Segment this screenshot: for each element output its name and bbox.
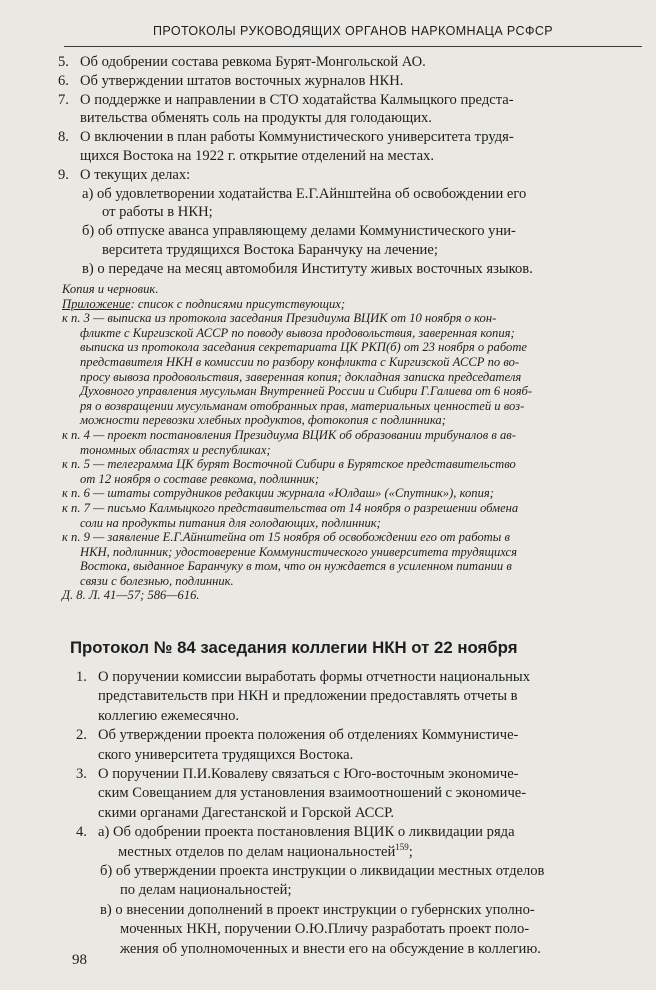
list-item — [76, 823, 624, 959]
note-line: от 12 ноября о составе ревкома, подлинник; — [80, 471, 320, 486]
item-text: О текущих делах: — [80, 166, 191, 183]
note-line: ря о возвращении мусульманам отобранных прав, материальных ценностей и воз- — [80, 398, 525, 413]
subitem-c — [76, 901, 624, 959]
list-item — [58, 72, 626, 91]
item-number: 2. — [76, 727, 87, 744]
item-text: О поручении П.И.Ковалеву связаться с Юго-восточным экономиче- — [98, 766, 519, 783]
item-text: в) о внесении дополнений в проект инструкции о губернских уполно- — [100, 901, 535, 918]
subitem-a-cont: местных отделов по делам национальностей$^{159}$; — [118, 841, 413, 860]
item-text: вительства обменять соль на продукты для голодающих. — [80, 110, 432, 127]
list-item — [76, 668, 624, 726]
list-item — [58, 166, 626, 279]
note-line: Духовного управления мусульман Внутренней России и Сибири Г.Галиева от 6 нояб- — [80, 384, 533, 399]
item-text: Об одобрении состава ревкома Бурят-Монгольской АО. — [80, 54, 426, 70]
note-line: к п. 9 — заявление Е.Г.Айнштейна от 15 ноября об освобождении его от работы в — [62, 530, 510, 545]
item-text: местных отделов по делам национальностей — [118, 843, 396, 860]
agenda-list-1 — [58, 53, 626, 279]
appendix-label: Приложение — [62, 296, 131, 311]
list-item — [76, 765, 624, 823]
item-number: 6. — [58, 72, 69, 89]
item-number: 4. — [76, 824, 87, 841]
note-line: фликте с Киргизской АССР по поводу вывоза продовольствия, заверенная копия; — [80, 325, 515, 340]
item-text: О поручении комиссии выработать формы отчетности национальных — [98, 669, 531, 685]
list-item — [58, 53, 626, 72]
item-number: 8. — [58, 129, 69, 146]
note-line: просу вывоза продовольствия, заверенная копия; докладная записка председателя — [80, 369, 522, 384]
note-line: к п. 3 — выписка из протокола заседания Президиума ВЦИК от 10 ноября о кон- — [62, 311, 497, 326]
note-line: Копия и черновик. — [62, 282, 159, 296]
item-text: а) Об одобрении проекта постановления ВЦИК о ликвидации ряда — [98, 824, 515, 841]
subitem-b — [76, 862, 624, 901]
item-text: б) об утверждении проекта инструкции о ликвидации местных отделов — [100, 863, 545, 880]
note-line: к п. 7 — письмо Калмыцкого представительства от 14 ноября о разрешении обмена — [62, 500, 519, 515]
agenda-list-2 — [76, 668, 624, 959]
section-title: Протокол № 84 заседания коллегии НКН от 22 ноября — [70, 638, 518, 657]
note-line: Приложение: список с подписями присутствующих; — [62, 296, 346, 311]
archive-reference: Д. 8. Л. 41—57; 586—616. — [62, 588, 200, 603]
item-text: щихся Востока на 1922 г. открытие отделений на местах. — [80, 147, 435, 164]
item-text: Об утверждении проекта положения об отделениях Коммунистиче- — [98, 727, 519, 744]
item-number: 5. — [58, 54, 69, 70]
item-text: скими органами Дагестанской и Горской АССР. — [98, 804, 395, 821]
item-text: жения об уполномоченных и внести его на обсуждение в коллегию. — [120, 940, 541, 957]
item-number: 1. — [76, 669, 87, 685]
item-text: представительств при НКН и предложении предоставлять отчеты в — [98, 688, 518, 705]
page-number: 98 — [72, 952, 87, 968]
item-text: а) об удовлетворении ходатайства Е.Г.Айнштейна об освобождении его — [82, 185, 527, 202]
item-text: моченных НКН, поручении О.Ю.Пличу разработать проект поло- — [120, 921, 530, 938]
item-text: б) об отпуске аванса управляющему делами Коммунистического уни- — [82, 223, 516, 240]
item-number: 7. — [58, 91, 69, 108]
note-line: к п. 4 — проект постановления Президиума ВЦИК об образовании трибуналов в ав- — [62, 427, 516, 442]
note-line: выписка из протокола заседания секретариата ЦК РКП(б) от 23 ноября о работе — [80, 340, 528, 355]
running-header: ПРОТОКОЛЫ РУКОВОДЯЩИХ ОРГАНОВ НАРКОМНАЦА РСФСР — [64, 16, 642, 47]
item-text: коллегию ежемесячно. — [98, 707, 240, 724]
note-line: Востока, выданное Баранчуку в том, что он нуждается в усиленном питании в — [80, 559, 512, 574]
item-text: по делам национальностей; — [120, 882, 292, 899]
item-text: верситета трудящихся Востока Баранчуку на лечение; — [102, 241, 438, 258]
item-text: Об утверждении штатов восточных журналов НКН. — [80, 72, 404, 89]
note-line: представителя НКН в комиссии по разбору конфликта с Киргизской АССР по во- — [80, 354, 520, 369]
note-line: соли на продукты питания для голодающих, подлинник; — [80, 515, 381, 530]
item-text: ского университета трудящихся Востока. — [98, 746, 354, 763]
note-line: тономных областях и республиках; — [80, 442, 271, 457]
note-line: к п. 5 — телеграмма ЦК бурят Восточной Сибири в Бурятское представительство — [62, 457, 516, 472]
subitem-c — [58, 260, 626, 279]
note-line: связи с болезнью, подлинник. — [80, 573, 234, 588]
item-number: 9. — [58, 166, 69, 183]
item-text: О поддержке и направлении в СТО ходатайства Калмыцкого предста- — [80, 91, 514, 108]
item-text: ским Совещанием для установления взаимоотношений с экономиче- — [98, 785, 527, 802]
note-line: НКН, подлинник; удостоверение Коммунистического университета трудящихся — [80, 544, 517, 559]
note-line: к п. 6 — штаты сотрудников редакции журнала «Юлдаш» («Спутник»), копия; — [62, 486, 494, 501]
item-text: от работы в НКН; — [102, 204, 213, 221]
subitem-b — [58, 222, 626, 260]
footnote-ref: 159 — [395, 841, 409, 852]
subitem-a — [58, 185, 626, 223]
archival-notes — [62, 282, 624, 603]
item-text: в) о передаче на месяц автомобиля Институту живых восточных языков. — [82, 260, 533, 277]
list-item — [58, 91, 626, 129]
item-text: О включении в план работы Коммунистического университета трудя- — [80, 129, 514, 146]
list-item — [76, 726, 624, 765]
list-item — [58, 128, 626, 166]
note-line: можности перевозки хлебных продуктов, фотокопия с подлинника; — [80, 413, 446, 428]
item-number: 3. — [76, 766, 87, 783]
